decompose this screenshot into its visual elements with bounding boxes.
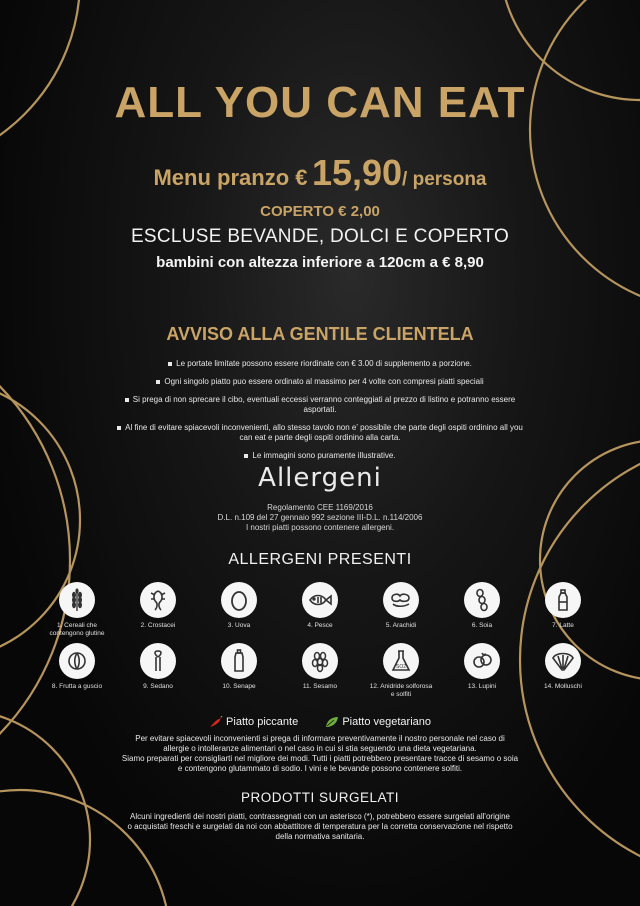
bullet-icon (168, 362, 172, 366)
fish-icon (307, 587, 333, 613)
leaf-icon (325, 716, 339, 728)
allergen-label: 2. Crostacei (140, 622, 176, 629)
allergens-present-heading: ALLERGENI PRESENTI (228, 551, 412, 568)
chili-pepper-icon (209, 716, 223, 728)
price-value: 15,90 (311, 152, 403, 193)
children-price: bambini con altezza inferiore a 120cm a € 8,90 (156, 254, 484, 271)
allergen-item (531, 582, 595, 637)
allergen-label: 9. Sedano (143, 683, 173, 690)
price-suffix: / persona (402, 169, 487, 190)
allergen-label: 3. Uova (227, 622, 251, 629)
notice-item: Al fine di evitare spiacevoli inconvenienti, allo stesso tavolo non e' possibile che parte degli ospiti ordinino all you can eat e parte degli ospiti ordinino alla carta. (80, 423, 560, 443)
notice-item: Le portate limitate possono essere riordinate con € 3.00 di supplemento a porzione. (80, 359, 560, 369)
shell-icon (550, 648, 576, 674)
regulation-text: Regolamento CEE 1169/2016 D.L. n.109 del 27 gennaio 992 sezione III-D.L. n.114/2006 I nostri piatti possono contenere allergeni. (217, 503, 423, 532)
mustard-icon (226, 648, 252, 674)
allergen-item (288, 582, 352, 637)
sesame-icon (307, 648, 333, 674)
bullet-icon (156, 380, 160, 384)
bullet-icon (117, 426, 121, 430)
bullet-icon (125, 398, 129, 402)
wheat-icon (64, 587, 90, 613)
flask-icon (388, 648, 414, 674)
dish-legend (0, 716, 640, 728)
svg-text:SO2: SO2 (395, 664, 407, 670)
allergen-label: 13. Lupini (467, 683, 497, 690)
allergen-item (126, 582, 190, 637)
notice-item: Le immagini sono puramente illustrative. (80, 451, 560, 461)
allergen-label: 1. Cereali che contengono glutine (49, 622, 105, 637)
allergen-item (207, 643, 271, 698)
allergen-label: 6. Soia (471, 622, 493, 629)
soy-icon (469, 587, 495, 613)
allergen-label: 12. Anidride solforosa e solfiti (369, 683, 433, 698)
notice-item: Si prega di non sprecare il cibo, eventuali eccessi verranno conteggiati al prezzo di listino e potranno essere asportati. (80, 395, 560, 415)
allergen-item (207, 582, 271, 637)
allergen-label: 10. Senape (222, 683, 256, 690)
allergen-item (369, 582, 433, 637)
celery-icon (145, 648, 171, 674)
allergen-label: 14. Molluschi (544, 683, 582, 690)
shrimp-icon (145, 587, 171, 613)
allergen-item (450, 643, 514, 698)
milk-bottle-icon (550, 587, 576, 613)
allergen-grid (45, 582, 595, 704)
allergen-item (126, 643, 190, 698)
allergen-item (288, 643, 352, 698)
legend-vegetarian: Piatto vegetariano (325, 716, 431, 728)
page-title: ALL YOU CAN EAT (114, 78, 526, 127)
allergen-label: 4. Pesce (307, 622, 333, 629)
nut-icon (64, 648, 90, 674)
egg-icon (226, 587, 252, 613)
allergen-item (45, 643, 109, 698)
allergen-item (450, 582, 514, 637)
notice-item: Ogni singolo piatto puo essere ordinato al massimo per 4 volte con compresi piatti speciali (80, 377, 560, 387)
notice-title: AVVISO ALLA GENTILE CLIENTELA (166, 324, 474, 344)
allergen-item (531, 643, 595, 698)
lupin-icon (469, 648, 495, 674)
frozen-products-text: Alcuni ingredienti dei nostri piatti, contrassegnati con un asterisco (*), potrebbero essere surgelati all'origine o acquistati freschi e surgelati da noi con abbattitore di temperatura per la corretta conservazione nel rispetto della normativa sanitaria. (127, 812, 513, 841)
price-prefix: Menu pranzo € (153, 165, 308, 190)
allergen-label: 7. Latte (552, 622, 574, 629)
peanut-icon (388, 587, 414, 613)
bullet-icon (244, 454, 248, 458)
allergen-item (369, 643, 433, 698)
cover-charge: COPERTO € 2,00 (260, 203, 380, 220)
notice-list (80, 359, 560, 469)
frozen-products-heading: PRODOTTI SURGELATI (240, 790, 399, 805)
allergy-disclaimer: Per evitare spiacevoli inconvenienti si prega di informare preventivamente il nostro personale nel caso di allergie o intolleranze alimentari o nel caso in cui si stia seguendo una dieta vegetariana. Siamo preparati per consigliarti nel migliore dei modi. Tutti i piatti potrebbero presentare tracce di sesamo o soia e contengono glutammato di sodio. I vini e le bevande possono contenere solfiti. (121, 734, 519, 773)
lunch-price (0, 152, 640, 194)
allergen-label: 5. Arachidi (385, 622, 417, 629)
allergen-label: 8. Frutta a guscio (51, 683, 103, 690)
exclusions-text: ESCLUSE BEVANDE, DOLCI E COPERTO (130, 226, 510, 247)
legend-spicy: Piatto piccante (209, 716, 301, 728)
allergen-label: 11. Sesamo (302, 683, 338, 690)
allergen-item (45, 582, 109, 637)
allergens-heading: Allergeni (258, 463, 382, 493)
